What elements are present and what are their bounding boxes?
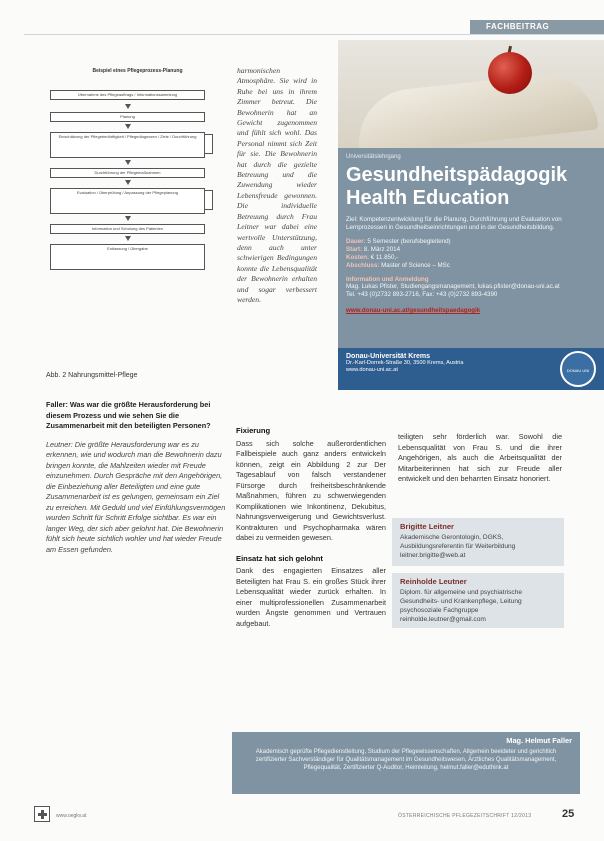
interview-question: Faller: Was war die größte Herausforderung bei diesem Prozess und wie sehen Sie die Zusammenarbeit mit den beteiligten Personen? <box>46 400 211 430</box>
diagram-loop <box>205 190 213 210</box>
bio-name: Brigitte Leitner <box>400 522 455 531</box>
bio-text: Diplom. für allgemeine und psychiatrische Gesundheits- und Krankenpflege, Leitung psychosoziale Fachgruppe reinholde.leutner@gmail.com <box>400 589 523 623</box>
interview-answer: Leutner: Die größte Herausforderung war es zu erkennen, wie und wodurch man die Bewohnerin dazu bringen konnte, die Mahlzeiten wieder mit Freude einzunehmen. Durch Gespräche mit den Angehörigen, die Einbeziehung aller Beteiligten und eine gute Zusammenarbeit ist es gelungen, gemeinsam ein Ziel zu erreichen. Mit Geduld und viel Einfühlungsvermögen wurden Schritt für Schritt Erfolge sichtbar. Es war ein langer Weg, der sich aber gelohnt hat. Die Bewohnerin fühlt sich heute sichtlich wohler und hat wieder Freude am Essen gefunden. <box>46 439 226 554</box>
bio-box-leitner <box>392 518 564 566</box>
section-heading-einsatz: Einsatz hat sich gelohnt <box>236 553 323 563</box>
author-bio: Akademisch geprüfte Pflegedienstleitung, Studium der Pflegewissenschaften, Allgemein beeideter und gerichtlich zertifizierter Sachverständiger für Qualitätsmanagement im Gesundheitswesen, Ärztliches Qualitätsmanagement, Pflegequalität, Zertifizierter Q-Auditor, Heimleitung, helmut.faller@eduthink.at <box>255 749 557 771</box>
university-name: Donau-Universität Krems <box>346 353 431 360</box>
diagram-loop <box>205 134 213 154</box>
author-name: Mag. Helmut Faller <box>506 736 572 745</box>
diagram-caption: Abb. 2 Nahrungsmittel-Pflege <box>46 372 138 379</box>
ad-row-start: Start: 8. März 2014 <box>346 246 401 253</box>
section-text-fixierung: Dass sich solche außerordentlichen Fallbeispiele auch ganz anders entwickeln können, zeigt ein Abbildung 2 zur Der Tagesablauf von falsch verstandener Fürsorge durch freiheitsbeschränkende Maßnahmen, führen zu schwerwiegenden Komplikationen wie Inkontinenz, Dekubitus, Nahrungsverweigerung und Gewichtsverlust. Kontrakturen und Psychopharmaka wären dabei zu vermeiden gewesen. <box>236 438 386 542</box>
author-box <box>232 732 580 794</box>
ad-photo <box>338 40 604 148</box>
diagram-arrow <box>125 124 131 129</box>
ad-info-heading: Information und Anmeldung <box>346 276 429 283</box>
section-text-einsatz: Dank des engagierten Einsatzes aller Beteiligten hat Frau S. ein großes Stück ihrer Lebensqualität wieder zurück erhalten. In einer multiprofessionellen Zusammenarbeit wurden Ängste genommen und Vertrauen aufgebaut. <box>236 566 386 628</box>
top-divider <box>24 34 604 35</box>
course-advertisement <box>338 148 604 348</box>
diagram-step-5: Evaluation / Überprüfung / Anpassung der Pflegeplanung <box>50 188 205 214</box>
diagram-title: Beispiel eines Pflegeprozess-Planung <box>92 68 183 74</box>
ad-subtitle: Universitätslehrgang <box>346 154 401 160</box>
ad-course-link[interactable]: www.donau-uni.ac.at/gesundheitspaedagogik <box>346 307 481 314</box>
diagram-arrow <box>125 216 131 221</box>
book-image <box>354 70 599 148</box>
diagram-step-3: Einschätzung der Pflegebedürftigkeit / Pflegediagnosen / Ziele / Durchführung <box>50 132 205 158</box>
article-right-column: teiligten sehr förderlich war. Sowohl die Lebensqualität von Frau S. und die ihrer Angehörigen, als auch die Arbeitsqualität der Mitarbeiterinnen hat sich zur Freude aller entwickelt und den beharrten Einsatz honoriert. <box>398 432 562 483</box>
ad-contact: Mag. Lukas Pfister, Studiengangsmanagement, lukas.pfister@donau-uni.ac.at <box>346 283 560 290</box>
diagram-arrow <box>125 104 131 109</box>
university-seal-icon: DONAU UNI <box>560 351 596 387</box>
apple-image <box>488 52 532 94</box>
middle-column-text: harmonischen Atmosphäre. Sie wird in Ruhe bei uns in ihrem Zimmer betreut. Die Bewohnerin hat an Gewicht zugenommen und fühlt sich wohl. Das Personal nimmt sich Zeit für sie. Die Bewohnerin hat durch die gezielte Betreuung und die Zuwendung wieder Lebensfreude gewonnen. Die individuelle Betreuung durch Frau Leitner war dabei eine wertvolle Unterstützung, denn auch unter schwierigen Bedingungen konnte die Lebensqualität der Bewohnerin erhalten und sogar verbessert werden. <box>237 66 317 304</box>
bio-text: Akademische Gerontologin, DGKS, Ausbildungsreferentin für Weiterbildung leitner.brigitte@web.at <box>400 534 516 559</box>
diagram-arrow <box>125 180 131 185</box>
ad-description: Ziel: Kompetenzentwicklung für die Planung, Durchführung und Evaluation von Lernprozessen in Gesundheitseinrichtungen und in der Gesundheitsbildung. <box>346 216 562 231</box>
ad-row-duration: Dauer: 5 Semester (berufsbegleitend) <box>346 238 451 245</box>
ad-title-line1: Gesundheitspädagogik <box>346 164 568 186</box>
university-footer <box>338 348 604 390</box>
ad-phone: Tel. +43 (0)2732 893-2716, Fax: +43 (0)2732 893-4390 <box>346 291 498 298</box>
diagram-arrow <box>125 160 131 165</box>
university-address: Dr.-Karl-Dorrek-Straße 30, 3500 Krems, Austria <box>346 360 464 366</box>
section-heading-fixierung: Fixierung <box>236 426 271 435</box>
diagram-arrow <box>125 236 131 241</box>
ad-details <box>346 238 596 270</box>
diagram-step-4: Durchführung der Pflegemaßnahmen <box>50 168 205 178</box>
bio-name: Reinholde Leutner <box>400 577 467 586</box>
article-center-column <box>236 426 386 629</box>
ad-row-costs: Kosten: € 11.850,- <box>346 254 399 261</box>
footer-url[interactable]: www.oegkv.at <box>56 813 87 819</box>
diagram-step-6: Information und Schulung des Patienten <box>50 224 205 234</box>
footer-magazine: ÖSTERREICHISCHE PFLEGEZEITSCHRIFT 12/2013 <box>398 813 532 819</box>
diagram-step-7: Entlassung / Übergabe <box>50 244 205 270</box>
process-diagram <box>50 68 225 366</box>
section-label: FACHBEITRAG <box>470 20 604 34</box>
interview-left-column <box>46 400 226 555</box>
oegkv-logo-icon <box>34 806 50 822</box>
page-number: 25 <box>562 808 575 820</box>
ad-row-degree: Abschluss: Master of Science – MSc <box>346 262 450 269</box>
ad-title-line2: Health Education <box>346 187 510 209</box>
bio-box-leutner <box>392 573 564 628</box>
diagram-step-1: Übernahme des Pflegeauftrags / Informationssammlung <box>50 90 205 100</box>
diagram-step-2: Planung <box>50 112 205 122</box>
university-website[interactable]: www.donau-uni.ac.at <box>346 367 398 373</box>
